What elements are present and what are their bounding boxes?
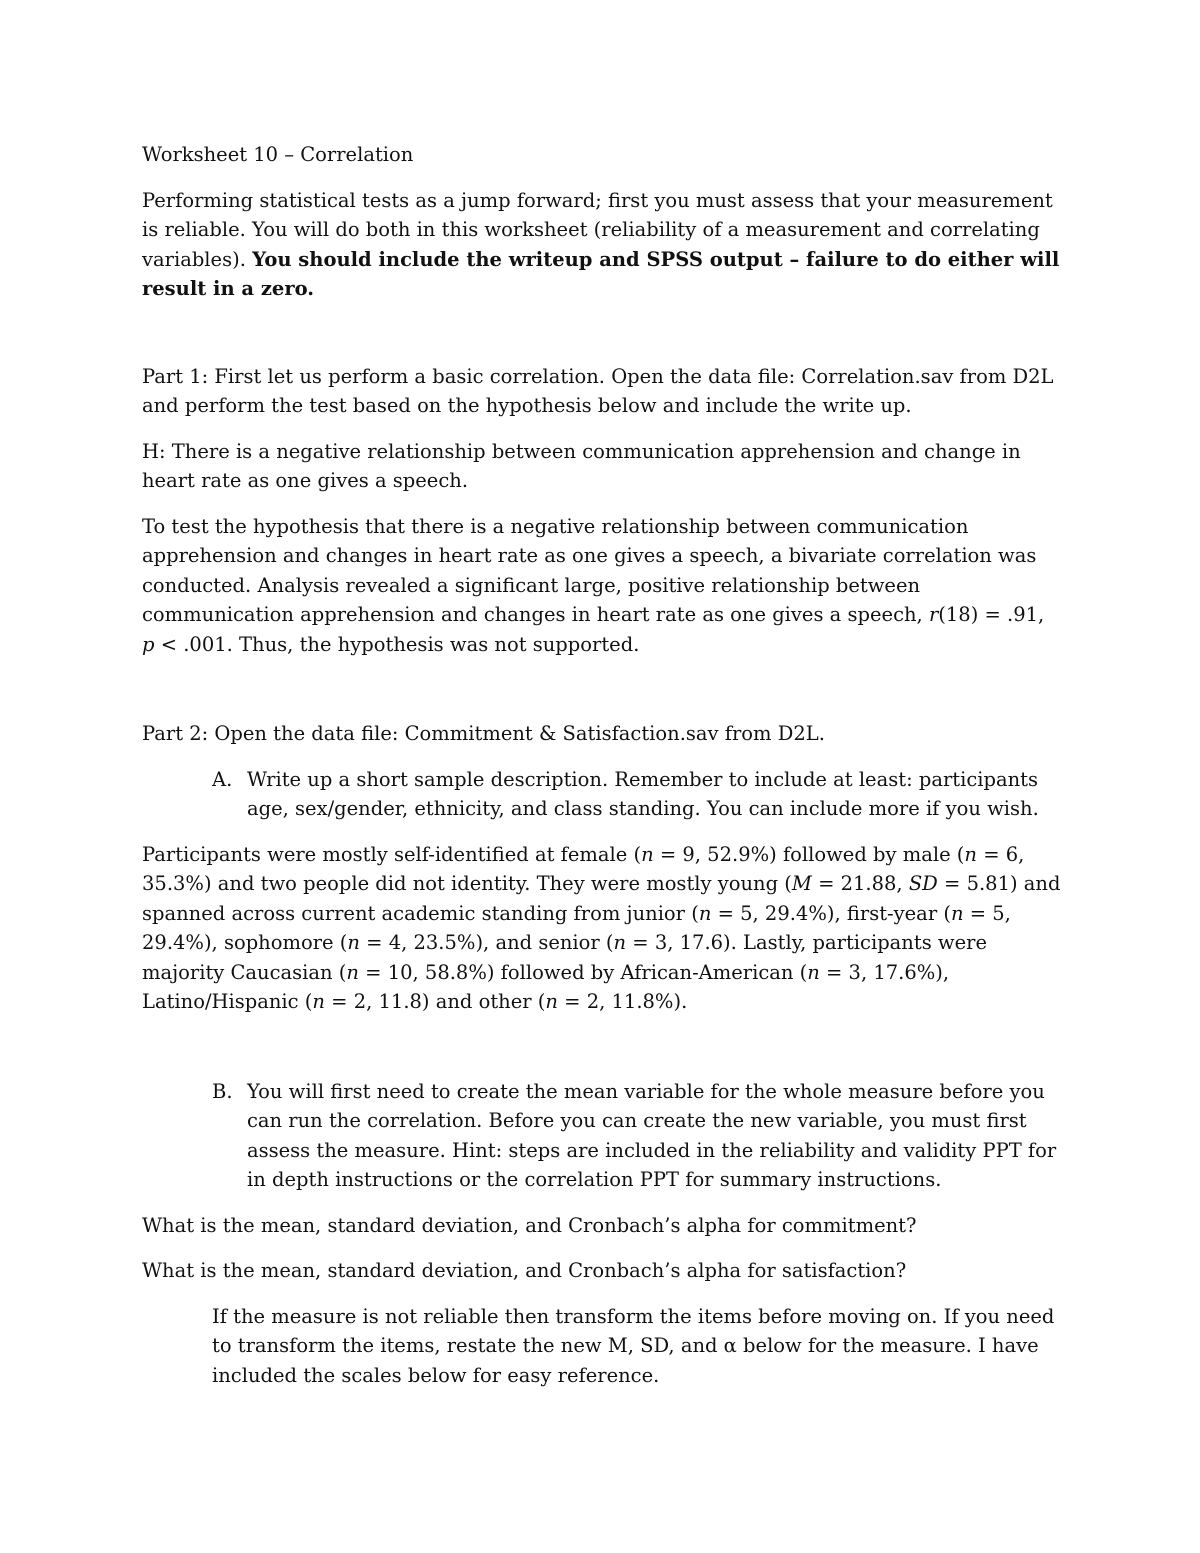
sample-text: = 10, 58.8%) followed by African-American (	[365, 960, 808, 984]
n-symbol: n	[346, 960, 359, 984]
m-symbol: M	[791, 872, 812, 895]
list-item-b	[142, 1077, 1062, 1195]
part2-instruction: Part 2: Open the data file: Commitment & Satisfaction.sav from D2L.	[142, 722, 825, 745]
sample-text: = 5, 29.4%), sophomore (	[142, 901, 1011, 954]
list-item-a	[142, 765, 1062, 824]
n-symbol: n	[698, 901, 712, 925]
sample-text: Participants were mostly self-identified at female (	[142, 842, 642, 866]
intro-bold-warning: You should include the writeup and SPSS output – failure to do either will result in a zero.	[142, 247, 1060, 300]
list-text-b: You will first need to create the mean variable for the whole measure before you can run the correlation. Before you can create the new variable, you must first assess the measure. Hint: steps are included in the reliability and validity PPT for in depth instructions or the correlation PPT for summary instructions.	[247, 1079, 1057, 1191]
list-marker-b: B.	[212, 1079, 233, 1103]
n-symbol: n	[950, 901, 964, 925]
writeup-r-symbol: r	[928, 603, 939, 626]
sample-text: = 2, 11.8%).	[564, 990, 688, 1013]
sample-text: = 5.81) and spanned across current academic standing from junior (	[142, 872, 1061, 925]
sample-text: = 9, 52.9%) followed by male (	[659, 842, 965, 866]
transform-note: If the measure is not reliable then transform the items before moving on. If you need to transform the items, restate the new M, SD, and α below for the measure. I have included the scales below for easy reference.	[212, 1304, 1055, 1387]
worksheet-page	[142, 140, 1062, 1390]
sd-symbol: SD	[908, 872, 938, 895]
n-symbol: n	[964, 842, 977, 866]
sample-text: = 5, 29.4%), first-year (	[717, 901, 951, 925]
question-satisfaction: What is the mean, standard deviation, and Cronbach’s alpha for satisfaction?	[142, 1259, 907, 1282]
writeup-p-symbol: p	[142, 632, 155, 656]
question-commitment: What is the mean, standard deviation, and Cronbach’s alpha for commitment?	[142, 1213, 917, 1237]
writeup-text-c: < .001. Thus, the hypothesis was not supported.	[160, 632, 640, 656]
list-marker-a: A.	[212, 767, 233, 791]
n-symbol: n	[613, 931, 627, 954]
part1-instruction: Part 1: First let us perform a basic correlation. Open the data file: Correlation.sav from D2L and perform the test based on the hypothesis below and include the write up.	[142, 364, 1054, 417]
sample-text: = 21.88,	[818, 872, 903, 895]
sample-text: = 3, 17.6%), Latino/Hispanic (	[142, 960, 950, 1013]
sample-text: = 2, 11.8) and other (	[331, 990, 546, 1013]
sample-description	[142, 840, 1062, 1017]
part1-writeup	[142, 512, 1062, 660]
sample-text: = 4, 23.5%), and senior (	[366, 931, 614, 954]
list-text-a: Write up a short sample description. Remember to include at least: participants age, sex/gender, ethnicity, and class standing. You can include more if you wish.	[247, 767, 1039, 820]
part1-hypothesis: H: There is a negative relationship between communication apprehension and change in heart rate as one gives a speech.	[142, 439, 1021, 492]
n-symbol: n	[807, 960, 820, 984]
writeup-text-a: To test the hypothesis that there is a negative relationship between communication apprehension and changes in heart rate as one gives a speech, a bivariate correlation was conducted. Analysis revealed a significant large, positive relationship between communication apprehension and changes in heart rate as one gives a speech,	[142, 514, 1037, 626]
intro-paragraph	[142, 186, 1062, 304]
n-symbol: n	[347, 931, 360, 954]
intro-text: Performing statistical tests as a jump forward; first you must assess that your measurement is reliable. You will do both in this worksheet (reliability of a measurement and correlating variables).	[142, 188, 1053, 271]
n-symbol: n	[312, 990, 325, 1013]
page-title: Worksheet 10 – Correlation	[142, 143, 414, 166]
sample-text: = 3, 17.6). Lastly, participants were majority Caucasian (	[142, 931, 988, 984]
n-symbol: n	[641, 842, 654, 866]
n-symbol: n	[545, 990, 558, 1013]
sample-text: = 6, 35.3%) and two people did not identity. They were mostly young (	[142, 842, 1025, 895]
writeup-text-b: (18) = .91,	[938, 603, 1045, 626]
